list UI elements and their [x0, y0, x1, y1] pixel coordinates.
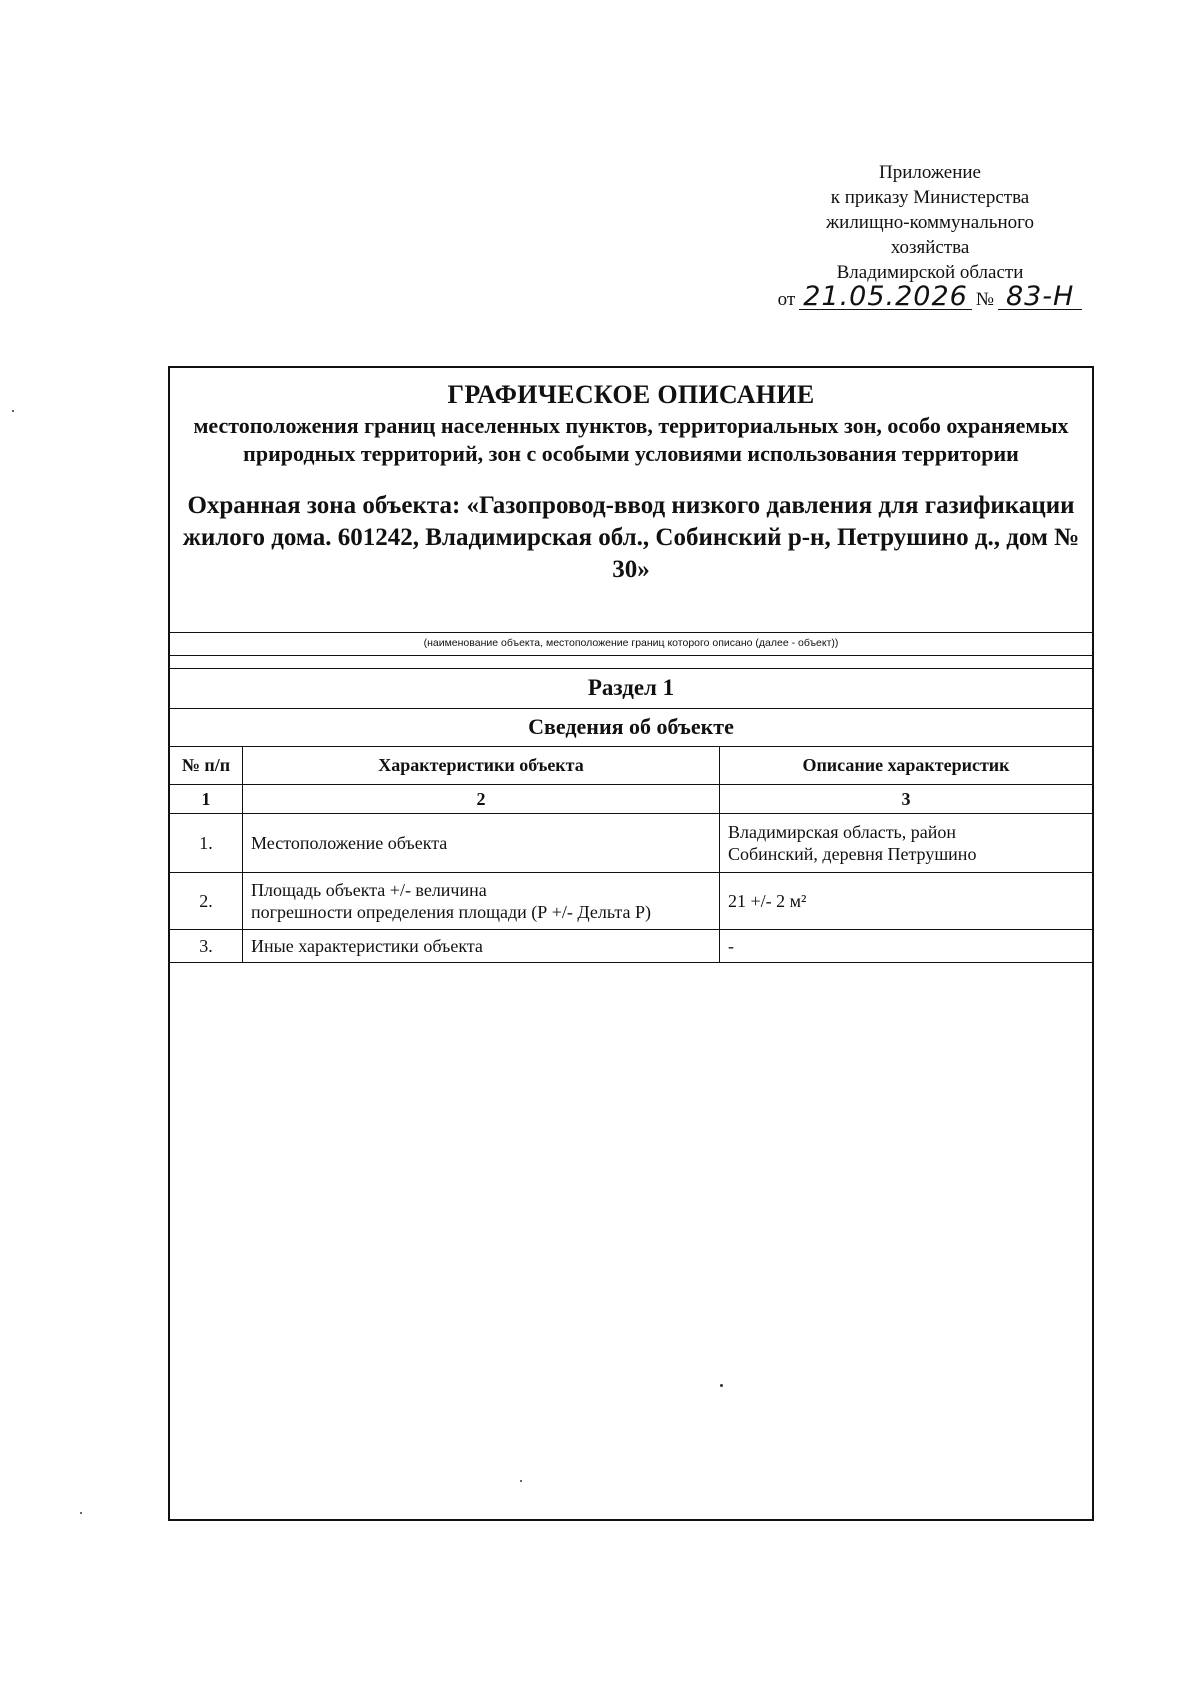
annex-line: хозяйства [890, 237, 970, 258]
table-row [170, 814, 1092, 873]
header-cell: Характеристики объекта [243, 746, 720, 785]
order-date-number-line [777, 281, 1080, 312]
description-cell: - [720, 930, 1093, 963]
header-cell: Описание характеристик [720, 746, 1093, 785]
order-number-handwritten: 83-Н [998, 285, 1082, 310]
date-prefix: от [777, 289, 796, 310]
scan-speck [80, 1512, 82, 1514]
document-frame [168, 366, 1094, 1521]
annex-line: к приказу Министерства [830, 187, 1030, 208]
section-subtitle: Сведения об объекте [170, 708, 1092, 747]
row-number-cell: 1. [170, 814, 243, 873]
scan-speck [720, 1384, 723, 1387]
column-number-row [170, 785, 1092, 814]
row-number-cell: 2. [170, 873, 243, 930]
scan-speck [520, 1480, 522, 1482]
number-prefix: № [975, 289, 994, 310]
table-row [170, 873, 1092, 930]
table-row [170, 930, 1092, 963]
object-name: Охранная зона объекта: «Газопровод-ввод низкого давления для газификации жилого дома. 601242, Владимирская обл., Собинский р-н, Петрушино д., дом № 30» [182, 492, 1080, 583]
column-number-cell: 2 [243, 785, 720, 814]
order-date-handwritten: 21.05.2026 [799, 285, 972, 310]
header-cell: № п/п [170, 746, 243, 785]
document-subtitle: местоположения границ населенных пунктов, территориальных зон, особо охраняемых природных территорий, зон с особыми условиями использования территории [193, 413, 1069, 466]
characteristic-cell: Местоположение объекта [243, 814, 720, 873]
section-title: Раздел 1 [170, 668, 1092, 709]
description-cell: Владимирская область, район Собинский, деревня Петрушино [720, 814, 1093, 873]
blank-row [170, 654, 1092, 669]
document-heading [170, 368, 1092, 628]
scan-speck [12, 410, 14, 412]
column-number-cell: 3 [720, 785, 1093, 814]
annex-line: жилищно-коммунального [826, 212, 1034, 233]
row-number-cell: 3. [170, 930, 243, 963]
object-caption: (наименование объекта, местоположение границ которого описано (далее - объект)) [170, 632, 1092, 656]
description-cell: 21 +/- 2 м² [720, 873, 1093, 930]
annex-line: Владимирской области [836, 262, 1024, 283]
characteristic-cell: Иные характеристики объекта [243, 930, 720, 963]
table-header-row [170, 746, 1092, 785]
annex-header [777, 160, 1080, 312]
annex-line: Приложение [879, 162, 981, 183]
characteristic-cell: Площадь объекта +/- величина погрешности определения площади (Р +/- Дельта Р) [243, 873, 720, 930]
characteristics-table [170, 746, 1092, 963]
column-number-cell: 1 [170, 785, 243, 814]
document-title: ГРАФИЧЕСКОЕ ОПИСАНИЕ [447, 380, 815, 409]
